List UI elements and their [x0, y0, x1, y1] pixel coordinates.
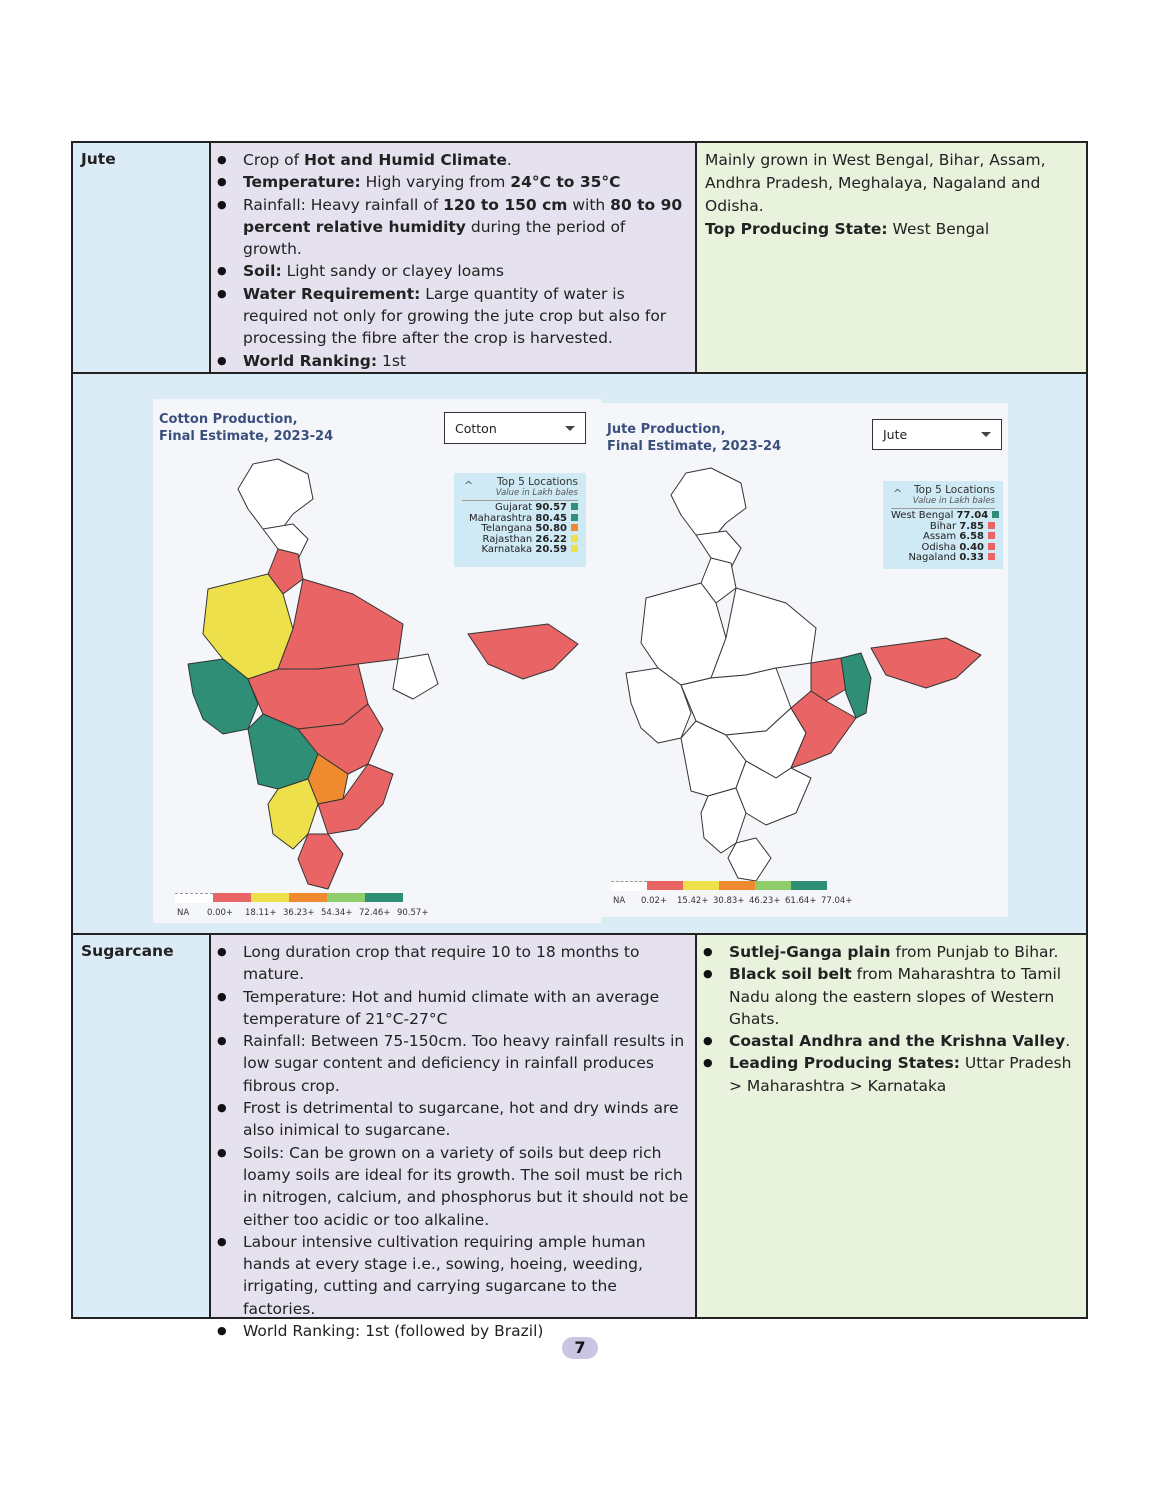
location-value: 26.22	[535, 533, 567, 545]
legend-label: 61.64+	[785, 896, 817, 906]
sugarcane-conditions-list	[211, 935, 695, 1342]
cotton-top5-box: ^ Top 5 Locations Value in Lakh bales Gujarat 90.57 Maharashtra 80.45 Telangana 50.80 Rajasthan 26.22 Karnataka 20.59	[454, 473, 586, 567]
legend-swatch	[611, 881, 647, 891]
map-region-jk	[238, 459, 313, 534]
jute-map-title: Jute Production, Final Estimate, 2023-24	[607, 422, 782, 454]
list-item: ● Temperature: High varying from 24°C to 35°C	[243, 171, 689, 193]
cotton-legend-bar	[175, 893, 403, 902]
legend-label: NA	[177, 908, 190, 918]
location-name: West Bengal	[891, 510, 957, 521]
crop-name: Jute	[81, 150, 116, 168]
location-name: Odisha	[921, 541, 960, 553]
legend-swatch	[213, 893, 251, 902]
map-region-westbengal	[841, 653, 871, 718]
map-region-tamilnadu	[298, 834, 343, 889]
jute-top5-box: ^ Top 5 Locations Value in Lakh bales West Bengal 77.04 Bihar 7.85 Assam 6.58 Odisha 0.40 Nagaland 0.33	[883, 481, 1003, 569]
list-item: ● Sutlej-Ganga plain from Punjab to Bihar.	[729, 941, 1080, 963]
list-item: ● Frost is detrimental to sugarcane, hot and dry winds are also inimical to sugarcane.	[243, 1097, 689, 1142]
list-item: ● Leading Producing States: Uttar Pradesh > Maharashtra > Karnataka	[729, 1052, 1080, 1097]
legend-swatch	[755, 881, 791, 890]
crop-table	[71, 141, 1088, 1341]
legend-label: 30.83+	[713, 896, 745, 906]
legend-swatch	[719, 881, 755, 890]
cotton-crop-dropdown[interactable]: Cotton	[444, 412, 586, 444]
location-name: Telangana	[481, 523, 536, 535]
list-item: ● Temperature: Hot and humid climate with an average temperature of 21°C-27°C	[243, 986, 689, 1031]
crop-name: Sugarcane	[81, 942, 174, 960]
maps-row	[73, 374, 1086, 935]
list-item: ● Water Requirement: Large quantity of water is required not only for growing the jute crop but also for processing the fibre after the crop is harvested.	[243, 283, 689, 350]
chevron-down-icon	[981, 432, 991, 437]
jute-regions-cell	[697, 143, 1086, 374]
sugarcane-regions-list	[697, 935, 1086, 1097]
crop-cell-jute	[73, 143, 211, 374]
location-name: Assam	[923, 531, 960, 543]
list-item: ● Long duration crop that require 10 to 18 months to mature.	[243, 941, 689, 986]
legend-label: 0.02+	[641, 896, 668, 906]
sugarcane-conditions-cell	[211, 935, 697, 1341]
map-region-northeast	[468, 624, 578, 679]
location-name: Nagaland	[908, 552, 960, 564]
list-item: ● Black soil belt from Maharashtra to Tamil Nadu along the eastern slopes of Western Ghats.	[729, 963, 1080, 1030]
location-value: 80.45	[535, 512, 567, 524]
location-name: Rajasthan	[482, 533, 536, 545]
legend-label: NA	[613, 896, 626, 906]
jute-conditions-cell	[211, 143, 697, 374]
location-value: 20.59	[535, 544, 567, 556]
location-value: 7.85	[959, 520, 984, 532]
legend-swatch	[251, 893, 289, 902]
legend-swatch	[175, 893, 213, 903]
jute-map-panel	[601, 403, 1008, 917]
location-name: Karnataka	[481, 544, 536, 556]
cotton-map-panel	[153, 399, 601, 923]
location-value: 0.33	[959, 552, 984, 564]
legend-label: 15.42+	[677, 896, 709, 906]
list-item: ● Crop of Hot and Humid Climate.	[243, 149, 689, 171]
list-item: ● Labour intensive cultivation requiring ample human hands at every stage i.e., sowing, hoeing, weeding, irrigating, cutting and carrying sugarcane to the factories.	[243, 1231, 689, 1320]
list-item: ● Soil: Light sandy or clayey loams	[243, 260, 689, 282]
chevron-up-icon[interactable]: ^	[893, 487, 903, 500]
cotton-india-map	[168, 454, 588, 894]
location-name: Gujarat	[495, 502, 536, 513]
legend-label: 18.11+	[245, 908, 277, 918]
list-item: ● Soils: Can be grown on a variety of soils but deep rich loamy soils are ideal for its growth. The soil must be rich in nitrogen, calcium, and phosphorus but it should not be either too acidic or too alkaline.	[243, 1142, 689, 1231]
list-item: ● World Ranking: 1st (followed by Brazil)	[243, 1320, 689, 1342]
cotton-map-title: Cotton Production, Final Estimate, 2023-24	[159, 412, 334, 444]
jute-crop-dropdown[interactable]: Jute	[872, 419, 1002, 450]
legend-swatch	[289, 893, 327, 902]
legend-swatch	[683, 881, 719, 890]
list-item: ● Coastal Andhra and the Krishna Valley.	[729, 1030, 1080, 1052]
chevron-down-icon	[565, 426, 575, 431]
legend-label: 46.23+	[749, 896, 781, 906]
legend-label: 36.23+	[283, 908, 315, 918]
legend-label: 72.46+	[359, 908, 391, 918]
legend-swatch	[791, 881, 827, 890]
map-region-assam-ne	[871, 638, 981, 688]
jute-india-map	[616, 463, 996, 883]
jute-conditions-list	[211, 143, 695, 372]
legend-swatch	[647, 881, 683, 890]
chevron-up-icon[interactable]: ^	[464, 479, 474, 492]
location-value: 77.04	[956, 510, 989, 521]
location-value: 0.40	[959, 541, 984, 553]
jute-legend-bar	[611, 881, 827, 890]
legend-swatch	[327, 893, 365, 902]
map-region-bihar-jh	[393, 654, 438, 699]
location-name: Maharashtra	[469, 512, 536, 524]
location-value: 6.58	[959, 531, 984, 543]
legend-label: 54.34+	[321, 908, 353, 918]
legend-label: 90.57+	[397, 908, 429, 918]
crop-cell-sugarcane	[73, 935, 211, 1317]
legend-label: 77.04+	[821, 896, 853, 906]
map-region-up	[278, 579, 403, 669]
jute-regions-text: Mainly grown in West Bengal, Bihar, Assam, Andhra Pradesh, Meghalaya, Nagaland and Odisha. Top Producing State: West Bengal	[705, 151, 1046, 238]
location-value: 90.57	[535, 502, 567, 513]
legend-swatch	[365, 893, 403, 902]
location-value: 50.80	[535, 523, 567, 535]
page-number: 7	[562, 1337, 598, 1359]
sugarcane-regions-cell	[697, 935, 1086, 1317]
legend-label: 0.00+	[207, 908, 234, 918]
list-item: ● Rainfall: Heavy rainfall of 120 to 150 cm with 80 to 90 percent relative humidity during the period of growth.	[243, 194, 689, 261]
location-name: Bihar	[929, 520, 960, 532]
list-item: ● World Ranking: 1st	[243, 350, 689, 372]
list-item: ● Rainfall: Between 75-150cm. Too heavy rainfall results in low sugar content and deficiency in rainfall produces fibrous crop.	[243, 1030, 689, 1097]
